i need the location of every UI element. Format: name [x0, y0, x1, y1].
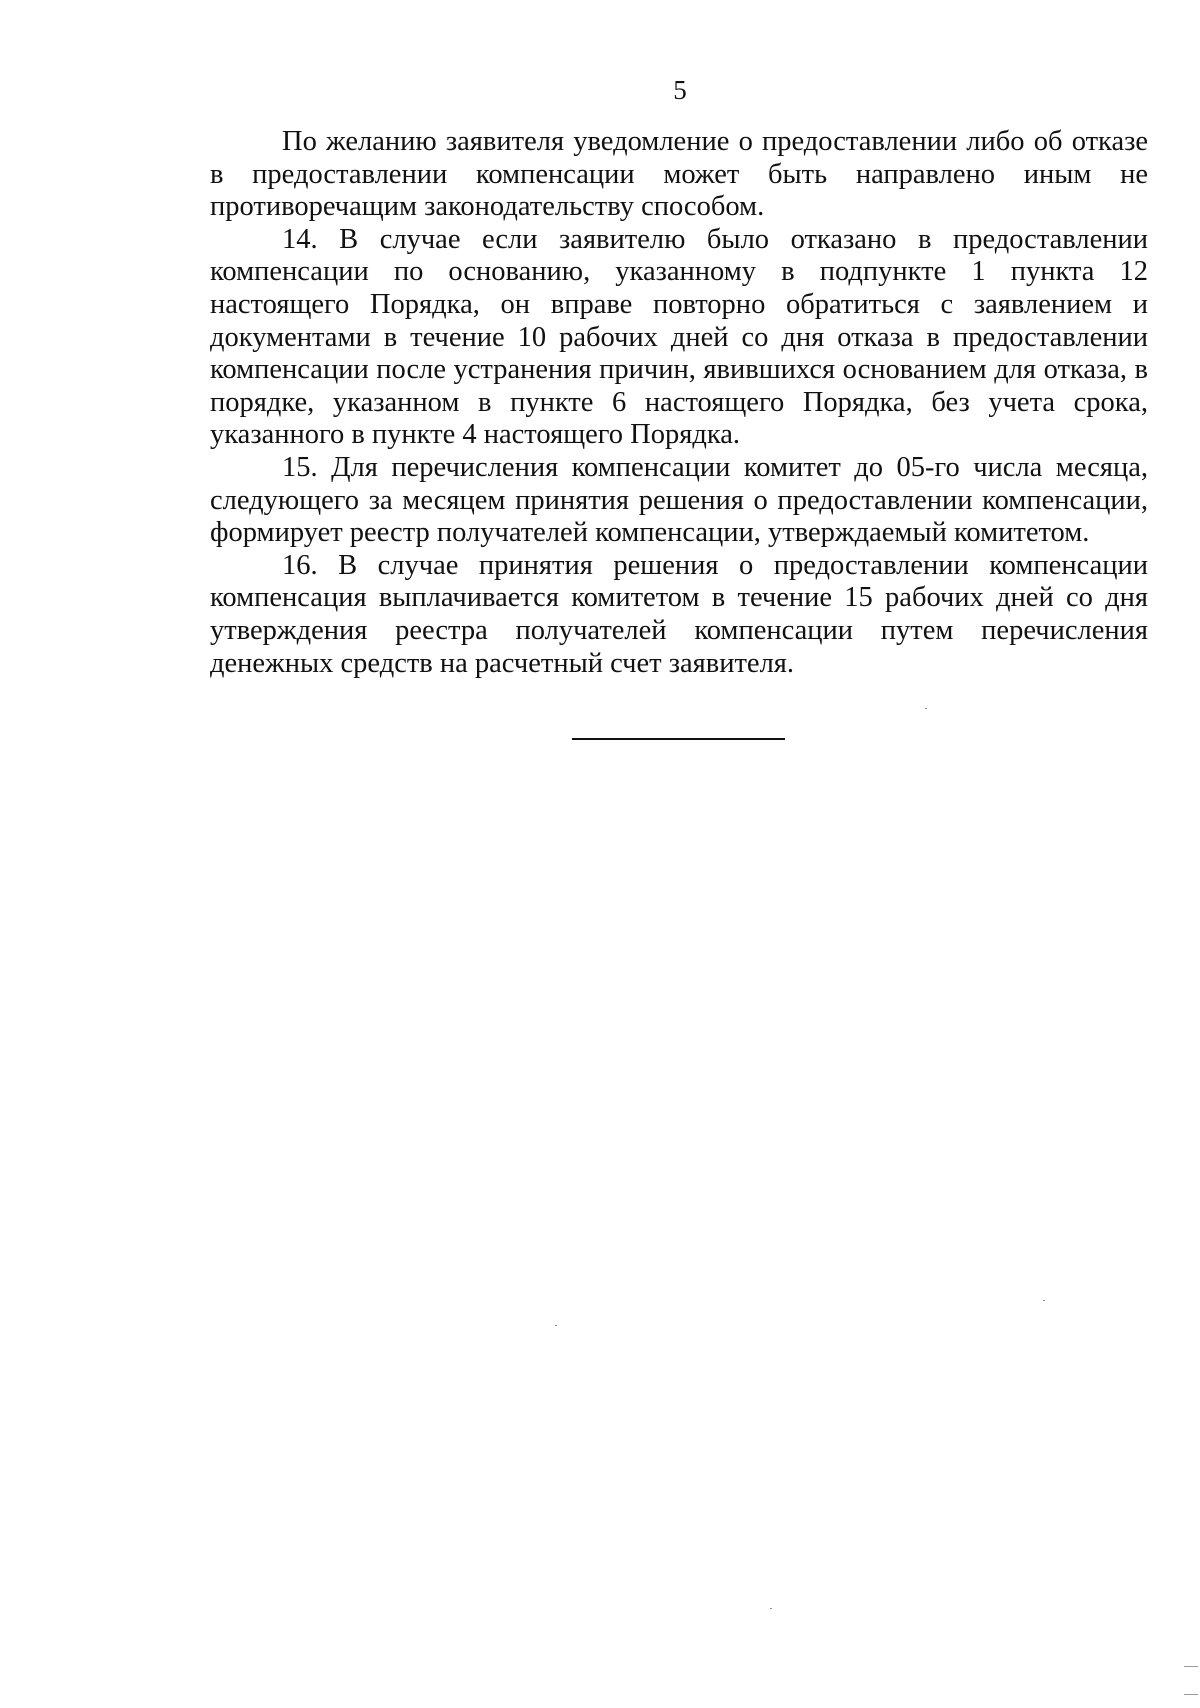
end-of-text-rule [572, 738, 785, 740]
document-body [210, 126, 1148, 680]
page-number: 5 [673, 75, 687, 105]
paragraph-15-recipients-register: 15. Для перечисления компенсации комитет до 05-го числа месяца, следующего за месяцем принятия решения о предоставлении компенсации, формирует реестр получателей компенсации, утверждаемый комитетом. [210, 451, 1148, 549]
scan-speck [555, 1325, 557, 1326]
paragraph-16-compensation-payment: 16. В случае принятия решения о предоставлении компенсации компенсация выплачивается комитетом в течение 15 рабочих дней со дня утверждения реестра получателей компенсации путем перечисления денежных средств на расчетный счет заявителя. [210, 549, 1148, 679]
paragraph-14-repeat-application: 14. В случае если заявителю было отказано в предоставлении компенсации по основанию, указанному в подпункте 1 пункта 12 настоящего Порядка, он вправе повторно обратиться с заявлением и документами в течение 10 рабочих дней со дня отказа в предоставлении компенсации после устранения причин, явившихся основанием для отказа, в порядке, указанном в пункте 6 настоящего Порядка, без учета срока, указанного в пункте 4 настоящего Порядка. [210, 223, 1148, 451]
scan-edge-mark [1184, 1694, 1198, 1695]
scan-edge-mark [1184, 1666, 1198, 1667]
scan-speck [1043, 1300, 1045, 1301]
scan-speck [925, 708, 927, 709]
scan-speck [770, 1608, 772, 1609]
paragraph-notification-method: По желанию заявителя уведомление о предоставлении либо об отказе в предоставлении компенсации может быть направлено иным не противоречащим законодательству способом. [210, 126, 1148, 223]
